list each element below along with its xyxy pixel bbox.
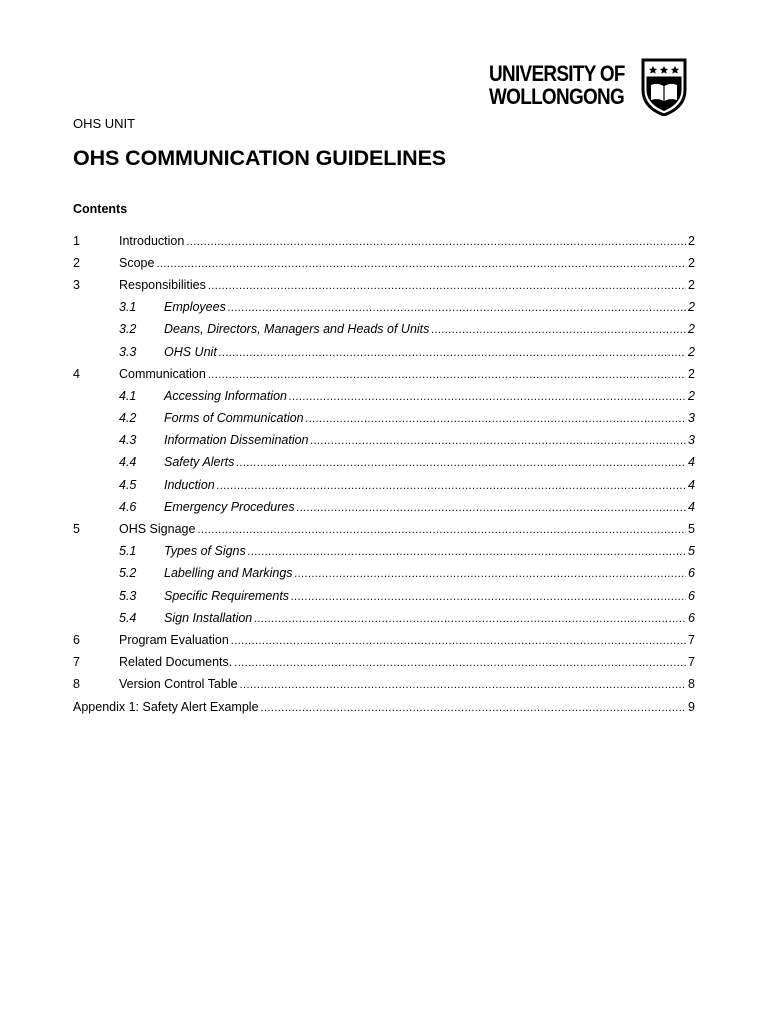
toc-entry-page: 4	[688, 477, 695, 492]
toc-entry[interactable]	[73, 341, 695, 363]
toc-entry-number: 6	[73, 632, 80, 647]
toc-entry-title: Introduction	[119, 233, 185, 248]
toc-dot-leader	[231, 634, 686, 649]
toc-entry-page: 2	[688, 300, 695, 315]
toc-entry-number: 5.3	[119, 588, 137, 603]
toc-entry[interactable]	[73, 585, 695, 607]
toc-entry-title: Induction	[164, 477, 215, 492]
toc-dot-leader	[234, 656, 686, 671]
toc-entry-page: 2	[688, 344, 695, 359]
toc-entry-title: Deans, Directors, Managers and Heads of Units	[164, 322, 430, 337]
toc-entry[interactable]	[73, 563, 695, 585]
toc-dot-leader	[219, 346, 686, 361]
toc-entry-title: OHS Signage	[119, 522, 196, 537]
toc-dot-leader	[228, 301, 686, 316]
toc-entry[interactable]	[73, 408, 695, 430]
toc-entry-number: 4.5	[119, 477, 137, 492]
toc-entry-title: Program Evaluation	[119, 632, 229, 647]
toc-entry[interactable]	[73, 474, 695, 496]
toc-entry[interactable]	[73, 674, 695, 696]
toc-dot-leader	[431, 323, 686, 338]
toc-dot-leader	[248, 545, 686, 560]
toc-entry-page: 3	[688, 411, 695, 426]
toc-entry-number: 4.4	[119, 455, 137, 470]
toc-entry-title: Safety Alerts	[164, 455, 235, 470]
table-of-contents	[73, 230, 695, 718]
toc-dot-leader	[186, 235, 686, 250]
toc-entry-title: Specific Requirements	[164, 588, 290, 603]
toc-entry-title: Accessing Information	[164, 388, 287, 403]
toc-entry[interactable]	[73, 297, 695, 319]
toc-entry-page: 3	[688, 433, 695, 448]
toc-entry-number: 5.2	[119, 566, 137, 581]
toc-dot-leader	[217, 479, 686, 494]
toc-entry-page: 2	[688, 366, 695, 381]
toc-entry-number: 8	[73, 677, 80, 692]
toc-entry-page: 7	[688, 632, 695, 647]
toc-entry-number: 4.3	[119, 433, 137, 448]
toc-entry[interactable]	[73, 652, 695, 674]
toc-entry-page: 5	[688, 522, 695, 537]
toc-entry-page: 4	[688, 499, 695, 514]
toc-entry-title: Scope	[119, 255, 155, 270]
toc-entry-number: 4.6	[119, 499, 137, 514]
toc-entry-number: 4.1	[119, 388, 137, 403]
unit-label: OHS UNIT	[73, 116, 136, 131]
logo-line-1: UNIVERSITY OF	[489, 61, 625, 86]
toc-dot-leader	[236, 456, 686, 471]
toc-entry-title: Types of Signs	[164, 544, 246, 559]
toc-entry[interactable]	[73, 363, 695, 385]
toc-entry-number: 2	[73, 255, 80, 270]
toc-entry-number: 4	[73, 366, 80, 381]
toc-entry-number: 4.2	[119, 411, 137, 426]
toc-dot-leader	[208, 279, 686, 294]
toc-entry-title: Version Control Table	[119, 677, 238, 692]
toc-entry-title: Related Documents.	[119, 655, 233, 670]
toc-dot-leader	[240, 678, 686, 693]
toc-entry-page: 2	[688, 277, 695, 292]
toc-entry-number: 7	[73, 655, 80, 670]
toc-entry[interactable]	[73, 541, 695, 563]
toc-entry[interactable]	[73, 252, 695, 274]
toc-entry[interactable]	[73, 607, 695, 629]
toc-entry-page: 2	[688, 255, 695, 270]
toc-entry-title: OHS Unit	[164, 344, 217, 359]
toc-dot-leader	[289, 390, 686, 405]
toc-entry[interactable]	[73, 230, 695, 252]
toc-entry-number: 3.1	[119, 300, 137, 315]
toc-entry-number: 3.2	[119, 322, 137, 337]
toc-dot-leader	[208, 368, 686, 383]
toc-dot-leader	[254, 612, 686, 627]
toc-dot-leader	[297, 501, 686, 516]
toc-entry[interactable]	[73, 274, 695, 296]
toc-entry-page: 4	[688, 455, 695, 470]
toc-entry[interactable]	[73, 319, 695, 341]
toc-entry-number: 5.4	[119, 610, 137, 625]
toc-entry-page: 5	[688, 544, 695, 559]
toc-entry-number: 1	[73, 233, 80, 248]
toc-entry-page: 2	[688, 322, 695, 337]
logo-line-2: WOLLONGONG	[489, 84, 625, 109]
toc-entry-title: Forms of Communication	[164, 411, 304, 426]
university-logo	[489, 58, 699, 118]
toc-dot-leader	[306, 412, 686, 427]
toc-entry-title: Employees	[164, 300, 226, 315]
toc-entry[interactable]	[73, 452, 695, 474]
toc-entry-page: 2	[688, 233, 695, 248]
toc-entry-number: 5.1	[119, 544, 137, 559]
toc-dot-leader	[291, 590, 686, 605]
toc-entry-page: 9	[688, 699, 695, 714]
toc-entry[interactable]	[73, 518, 695, 540]
toc-dot-leader	[156, 257, 686, 272]
toc-entry-page: 6	[688, 610, 695, 625]
toc-entry-title: Sign Installation	[164, 610, 253, 625]
toc-entry-number: 5	[73, 522, 80, 537]
contents-heading: Contents	[73, 202, 128, 216]
toc-entry-title: Information Dissemination	[164, 433, 309, 448]
toc-entry-number: 3.3	[119, 344, 137, 359]
toc-entry[interactable]	[73, 696, 695, 718]
document-title: OHS COMMUNICATION GUIDELINES	[73, 146, 447, 170]
toc-entry[interactable]	[73, 385, 695, 407]
toc-entry-title: Labelling and Markings	[164, 566, 293, 581]
toc-entry-page: 6	[688, 588, 695, 603]
toc-entry-title: Emergency Procedures	[164, 499, 295, 514]
toc-dot-leader	[295, 567, 686, 582]
toc-entry-page: 2	[688, 388, 695, 403]
university-crest-icon	[641, 58, 687, 116]
toc-dot-leader	[261, 701, 687, 716]
toc-entry-page: 6	[688, 566, 695, 581]
toc-entry[interactable]	[73, 496, 695, 518]
toc-entry[interactable]	[73, 629, 695, 651]
toc-dot-leader	[197, 523, 686, 538]
toc-entry-number: 3	[73, 277, 80, 292]
logo-wordmark	[489, 62, 625, 108]
toc-entry-page: 7	[688, 655, 695, 670]
toc-entry[interactable]	[73, 430, 695, 452]
toc-entry-title: Communication	[119, 366, 206, 381]
toc-dot-leader	[311, 434, 687, 449]
toc-entry-page: 8	[688, 677, 695, 692]
toc-entry-title: Appendix 1: Safety Alert Example	[73, 699, 259, 714]
toc-entry-title: Responsibilities	[119, 277, 206, 292]
